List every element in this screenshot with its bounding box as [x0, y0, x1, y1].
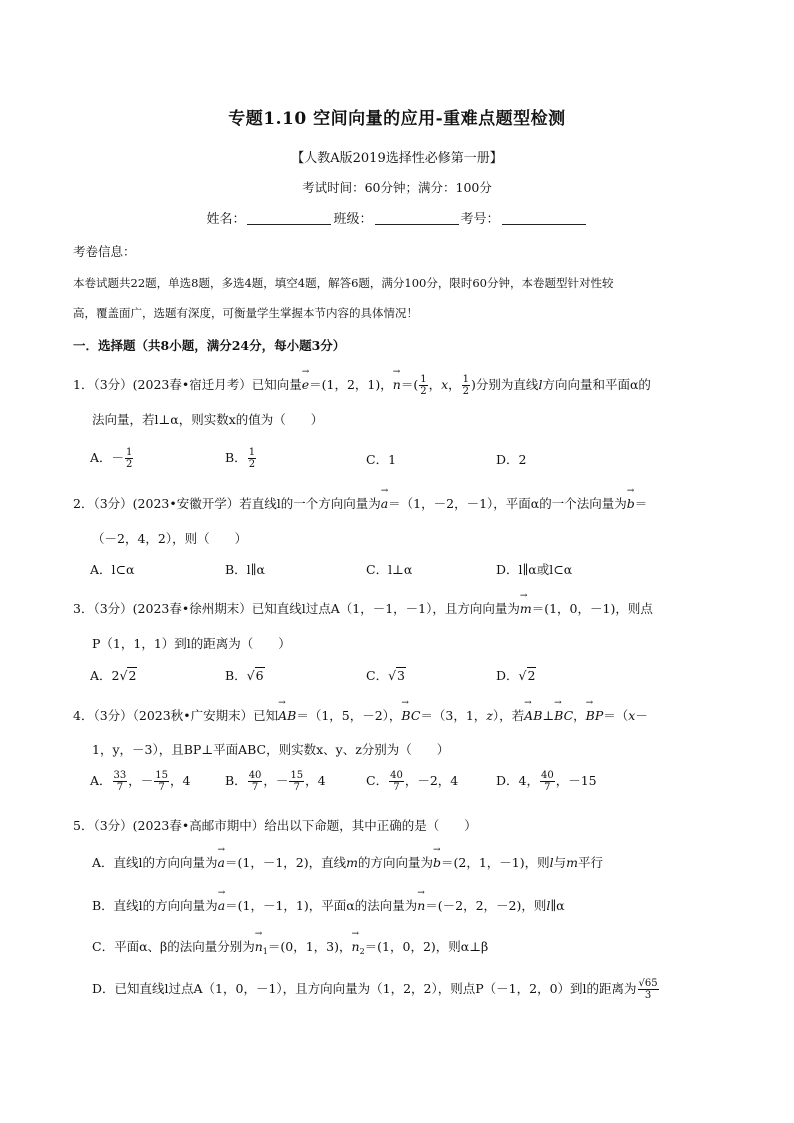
page-title: 专题1.10 空间向量的应用-重难点题型检测	[228, 109, 566, 129]
class-label: 班级：	[333, 212, 373, 227]
question-3-option-a[interactable]: A．2√2	[90, 668, 137, 683]
question-3: 3．（3分）(2023春•徐州期末）已知直线l过点A（1，－1，－1），且方向向量为→ m＝(1，0，－1)，则点	[73, 599, 653, 617]
question-4-option-c[interactable]: C． $\frac{40}{7}$ ，－2，4	[366, 770, 459, 793]
info-line-1: 本卷试题共22题，单选8题，多选4题，填空4题，解答6题，满分100分，限时60分钟，本卷题型针对性较	[73, 276, 614, 290]
question-2-stem: 2．（3分）(2023•安徽开学）若直线l的一个方向向量为	[73, 496, 381, 511]
question-1-option-c[interactable]: C．1	[366, 452, 397, 467]
question-2-option-a[interactable]: A．l⊂α	[90, 562, 135, 577]
question-1-stem: 1．（3分）(2023春•宿迁月考）已知向量	[73, 377, 302, 392]
question-5: 5．（3分）(2023春•高邮市期中）给出以下命题，其中正确的是（ ）	[73, 818, 477, 833]
question-1-option-a[interactable]: A．－ $\frac{1}{2}$	[90, 447, 133, 470]
question-2: 2．（3分）(2023•安徽开学）若直线l的一个方向向量为→ a＝（1，－2，－1），平面α的一个法向量为→ b＝	[73, 494, 647, 512]
question-2-option-b[interactable]: B．l∥α	[225, 562, 265, 577]
question-4-line-2: 1，y，－3），且BP⊥平面ABC，则实数x、y、z分别为（ ）	[92, 742, 450, 757]
question-3-option-b[interactable]: B．√6	[225, 668, 264, 683]
question-1-option-d[interactable]: D．2	[496, 452, 527, 467]
number-blank[interactable]	[502, 212, 586, 225]
question-1-option-b[interactable]: B． $\frac{1}{2}$	[225, 447, 256, 470]
question-2-option-c[interactable]: C．l⊥α	[366, 562, 413, 577]
student-info-row	[0, 208, 794, 227]
question-1: 1．（3分）(2023春•宿迁月考）已知向量→ e＝(1，2，1)，→ n＝( $\frac{1}{2}$ ，x， $\frac{1}{2}$ )分别为直线l方向向量和平面α的	[73, 374, 651, 397]
class-blank[interactable]	[375, 212, 459, 225]
question-5-option-c[interactable]: C．平面α、β的法向量分别为→ $n_1=(0$，1，3)，→ $n_2=(1$，0，2)，则α⊥β	[92, 937, 488, 956]
section-title: 一．选择题（共8小题，满分24分，每小题3分）	[73, 338, 346, 353]
name-blank[interactable]	[247, 212, 331, 225]
question-4-option-a[interactable]: A． $\frac{33}{7}$ ，－ $\frac{15}{7}$ ，4	[90, 770, 191, 793]
question-5-option-a[interactable]: A．直线l的方向向量为→ a＝(1，－1，2)，直线m的方向向量为→ b＝(2，1，－1)，则l与m平行	[92, 853, 603, 871]
question-3-line-2: P（1，1，1）到l的距离为（ ）	[92, 636, 291, 651]
question-3-option-d[interactable]: D．√2	[496, 668, 536, 683]
question-5-option-d[interactable]: D．已知直线l过点A（1，0，－1），且方向向量为（1，2，2），则点P（－1，2，0）到l的距离为 $\frac{√65}{3}$	[92, 978, 658, 1001]
question-4: 4．（3分）（2023秋•广安期末）已知→ AB＝（1，5，－2），→ BC＝（3，1，z），若→ AB⊥→ BC，→ BP＝（x－	[73, 706, 648, 724]
question-3-option-c[interactable]: C．√3	[366, 668, 405, 683]
question-2-line-2: （－2，4，2），则（ ）	[92, 531, 248, 546]
question-4-stem: 4．（3分）（2023秋•广安期末）已知	[73, 708, 279, 723]
textbook-subtitle: 【人教A版2019选择性必修第一册】	[291, 151, 503, 166]
info-heading: 考卷信息：	[73, 244, 136, 259]
exam-time: 考试时间：60分钟；满分：100分	[302, 180, 492, 195]
question-3-stem: 3．（3分）(2023春•徐州期末）已知直线l过点A（1，－1，－1），且方向向量为	[73, 601, 520, 616]
question-1-line-2: 法向量，若l⊥α，则实数x的值为（ ）	[92, 412, 324, 427]
info-line-2: 高，覆盖面广，选题有深度，可衡量学生掌握本节内容的具体情况！	[73, 306, 418, 320]
question-4-option-d[interactable]: D．4， $\frac{40}{7}$ ，－15	[496, 770, 597, 793]
name-label: 姓名：	[206, 212, 246, 227]
number-label: 考号：	[460, 212, 500, 227]
question-5-option-b[interactable]: B．直线l的方向向量为→ a＝(1，－1，1)，平面α的法向量为→ n＝(－2，2，－2)，则l∥α	[92, 896, 565, 914]
question-4-option-b[interactable]: B． $\frac{40}{7}$ ，－ $\frac{15}{7}$ ，4	[225, 770, 326, 793]
question-2-option-d[interactable]: D．l∥α或l⊂α	[496, 562, 573, 577]
